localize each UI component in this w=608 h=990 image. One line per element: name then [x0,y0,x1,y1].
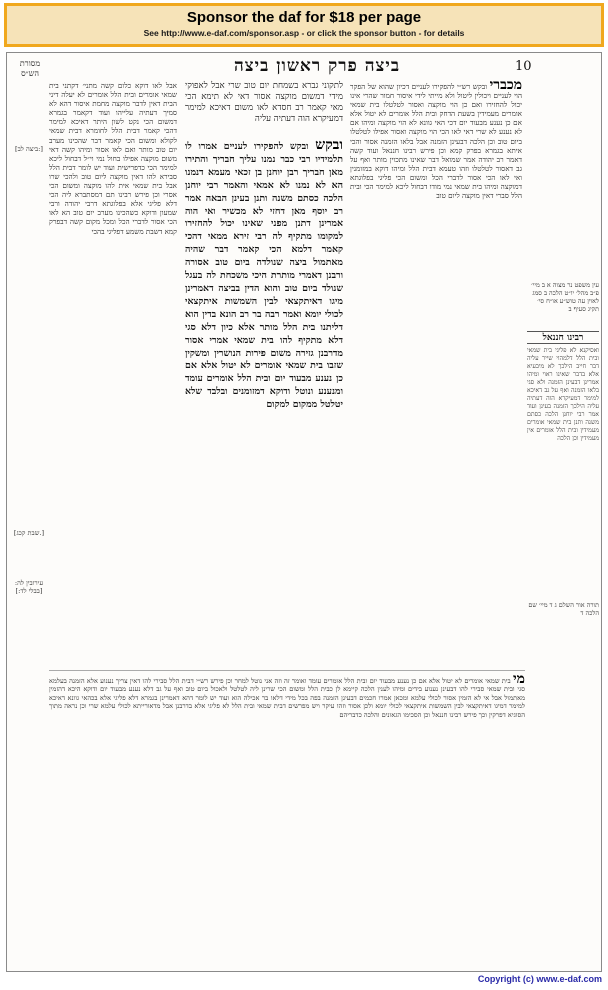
talmud-page [6,52,602,972]
left-commentary-text: אבל לאו דוקא כלום קשה מתני׳ דקתני בית שמאי אומרים ובית הלל אומרים לא יעלה דיני הבית דאין לדבר מוקצה מחמת איסור דהא לא סמיך דעתיה עלייהו ועוד דקאמר בגמרא דמשום הכי נקט לשון היתר דאיכא למימר דהכי קאמר דבית הלל לחומרא דבית שמאי לקולא ומשום הכי קאמר דבר שהכינו מערב יום טוב מותר ואם לאו אסור ומיהו קשה דאי משום מוקצה אפילו בחול נמי וי״ל דבחול ליכא למימר הכי כדפרישית ועוד יש לומר דבית הלל סבירא להו דאין מוקצה ליום טוב ולהכי שרו אבל בית שמאי אית להו מוקצה ומשום הכי אסרי וכן פירש רבינו תם דמסתברא ליה הכי דלא פליגי אלא בפלוגתא דרבי יהודה ורבי שמעון ודוקא כשהכינו מערב יום טוב הא לאו הכי אסור לדברי הכל ומכל מקום קשה דבפרק קמא דשבת משמע דפליגי בהכי [49,81,177,236]
banner-title[interactable]: Sponsor the daf for $18 per page [186,9,422,26]
margin-label: מסורת הש״ס [19,59,41,78]
page-number: 10 [515,59,532,74]
margin-note: עירובין לה: [בבלי לד:] [14,579,44,595]
bottom-opening-word: מי [513,675,525,687]
right-commentary-text: ובקש רש״י להפקירו לעניים דכיון שהוא של הפקר הוי לעניים ויכולין ליטול ולא מייתי לידי איסור חמור שהרי אינו יכול להחזירו ואם כן הוי מוקצה ואסור לטלטלו בית שמאי אומרים מעמידין בשעת הדחק ובית הלל אומרים לא יטול אלא אם כן נענע מבעוד יום דכי האי גוונא לא הוי מוקצה ומיהו אם לא נענע לא שרי דאי לאו הכי הוי מוקצה ואסור אפילו לטלטלו ביום טוב וכן הלכה דבעינן הזמנה אבל בלאו הזמנה אסור והכי איתא בגמרא בפרק קמא וכן פירש רבינו חננאל ועוד קשה דאמר רב יהודה אמר שמואל דבר שאינו מתכוין מותר ואף על גב דאסור לטלטלו וזהו טעמא דבית הלל ומיהו דוקא במזומנין ואי לאו הכי אסור לדברי הכל ומשום הכי פליגי בפלוגתא דמוקצה ומיהו בית שמאי נמי מודו דבחול ליכא למימר הכי ובית הלל סברי דאין מוקצה ליום טוב [350,82,522,201]
section-divider [49,670,525,671]
sidebar-title: רבינו חננאל [527,331,599,344]
opening-word: ובקש [315,139,343,153]
main-text-head [185,81,343,125]
bottom-commentary [49,675,525,967]
commentary-opening-word: מכברי [489,81,522,93]
main-text [185,139,343,665]
sponsor-banner[interactable] [4,3,604,47]
sidebar-notes: עין משפט נר מצוה א ב מיי׳ פ״ב מהל׳ יו״ט הלכה ב סמג לאוין עה טוש״ע או״ח סי׳ תקיג סעיף ב [531,281,599,313]
main-text-body: ובקש להפקירו לעניים אמרו לו תלמידיו רבי כבר נמנו עליך חבריך והתירו מאן חבריך רבן יוחנן בן זכאי מעמא דנמנו הא לא נמנו לא אמאי והאמר רבי יוחנן הלכה כסתם משנה ותנן בעינן הבאה אמר רב יוסף מאן דחזי לא מכשיר ואי הוה אמרינן דתנן מפני שאינו יכול להחזירו למקומו מתקיף לה רבי זירא ממאי דהכי קאמר דלמא הכי קאמר דבר שהיה מאתמול ביצה שנולדה ביום טוב אסורה ורבנן דאמרי מותרת היכי משכחת לה בעגל שנולד ביום טוב והוא הדין בביצה דאמרינן מיגו דאיתקצאי לבין השמשות איתקצאי לכולי יומא ואמר רבה בר רב הונא בדין הוא דליתנו בית הלל מותר אלא כיון דלא סגי דלא מתקיף להו בית שמאי אמרי אסור מדרבנן גזירה משום פירות הנושרין ומשקין שזבו בית שמאי אומרים לא יטול אלא אם כן נענע מבעוד יום ובית הלל אומרים עומד ומנענע ונוטל ודוקא דמזומנים ובלבד שלא יטלטל ממקום למקום [185,141,343,411]
copyright-link[interactable]: Copyright (c) www.e-daf.com [477,974,602,984]
sidebar [527,81,599,961]
bottom-commentary-text: בית שמאי אומרים לא יטול אלא אם כן נענע מבעוד יום ובית הלל אומרים עומד ואומר זה וזה אני נוטל למחר וכן פירש רש״י דבית הלל סבירי להו דאין צריך נענוע אלא הזמנה בעלמא סגי ובית שמאי סבירי להו דבעינן נענוע בידים ומיהו לענין הלכה קיימא לן כבית הלל ומשום הכי שרינן ליה לטלטל ולאכול ביום טוב ואף על גב דלא נענע מבעוד יום ודוקא היכא דהזמין מאתמול אבל אי לא הזמין אסור לכולי עלמא ומכאן אמרו חכמים דבעינן הזמנה בפה בכל מידי דלאו בר אכילה הוא ועוד יש לומר דהא דאמרינן בגמרא דלא פליגי אלא בכהאי גוונא דאיכא למימר דמיגו דאיתקצאי לבין השמשות איתקצאי לכולי יומא ולכן אסור וזהו עיקר ויש מפרשים דבית שמאי ובית הלל לא פליגי אלא בדרבנן אבל מדאורייתא לכולי עלמא שרי וכן נראה מתוך הסוגיא דפרקין וכך פירש רבינו חננאל וכן הסכימו הגאונים והלכה כדבריהם [49,677,525,719]
right-commentary [350,81,522,671]
sidebar-body: ואסיקנא לא פליגי בית שמאי ובית הלל דלמהוי שייר עליה דבר חייב הילכך לא מיבעיא אלא בדבר שאינו ראוי ומיהו אמרינן דבעינן הזמנה ולא סגי בלאו הזמנה ואף על גב דאיכא למימר דמעיקרא הוה דעתיה עליה הילכך הזמנה בעינן ועוד אמר רבי יוחנן הלכה כסתם משנה ותנן בית שמאי אומרים מעמידין ובית הלל אומרים אין מעמידין וכן הלכה [527,347,599,442]
margin-note: [ביצה לב:] [15,145,43,153]
banner-subtitle[interactable]: See http://www.e-daf.com/sponsor.asp - or click the sponsor button - for details [143,28,465,38]
margin-note: [שבת קכג.] [13,529,45,537]
sidebar-notes-secondary: תורה אור השלם ג ד מיי׳ שם הלכה ד [528,601,599,617]
main-head-text: לתקוני גברא בשמחת יום טוב שרי אבל לאפוקי מידי דמשום מוקצה אסור דאי לא תימא הכי מאי קאמר רב חסדא לאו משום דאיכא למימר דמעיקרא הוה דעתיה עליה [185,81,343,124]
running-head: ביצה פרק ראשון ביצה [233,56,401,76]
left-commentary [49,81,177,669]
